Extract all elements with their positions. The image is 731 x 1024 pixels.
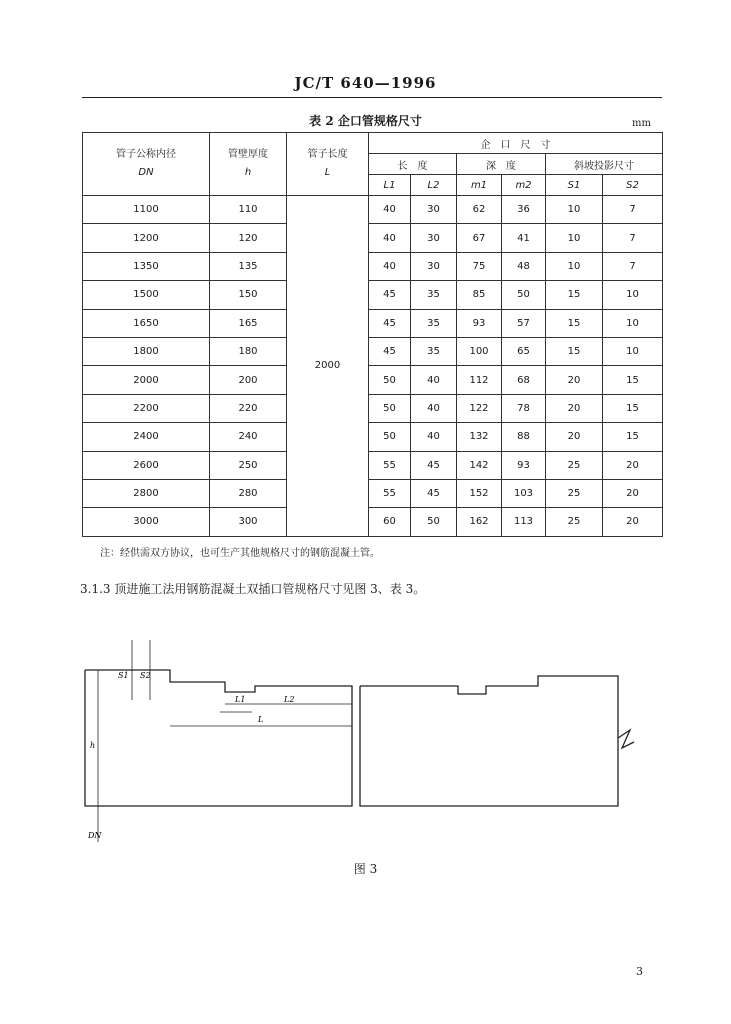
table-row	[83, 508, 663, 536]
table-cell: 35	[411, 281, 457, 309]
label-L2: L2	[284, 695, 295, 704]
table-row	[83, 309, 663, 337]
header-depth-group: 深 度	[457, 154, 546, 175]
table-row	[83, 252, 663, 280]
table-cell: 10	[546, 196, 603, 224]
table-row	[83, 224, 663, 252]
table-cell: 180	[210, 337, 287, 365]
table-cell: 50	[369, 423, 411, 451]
table-cell: 40	[411, 423, 457, 451]
table-cell: 75	[457, 252, 502, 280]
table-cell: 45	[411, 451, 457, 479]
table-cell: 45	[411, 479, 457, 507]
table-cell: 88	[502, 423, 546, 451]
table-cell: 60	[369, 508, 411, 536]
table-cell: 55	[369, 451, 411, 479]
table-cell: 10	[546, 224, 603, 252]
table-cell: 35	[411, 309, 457, 337]
table-row	[83, 451, 663, 479]
table-cell: 20	[603, 451, 663, 479]
table-cell: 162	[457, 508, 502, 536]
table-cell: 30	[411, 196, 457, 224]
table-cell: 1350	[83, 252, 210, 280]
table-cell: 45	[369, 281, 411, 309]
break-mark	[618, 730, 634, 748]
table-cell: 41	[502, 224, 546, 252]
table-cell: 35	[411, 337, 457, 365]
table-cell: 280	[210, 479, 287, 507]
table-cell: 135	[210, 252, 287, 280]
table-cell: 62	[457, 196, 502, 224]
right-pipe-outline	[360, 676, 618, 806]
table-cell: 20	[603, 479, 663, 507]
page-number: 3	[636, 965, 643, 978]
table-cell: 50	[502, 281, 546, 309]
header-length: 管子长度 L	[287, 133, 369, 196]
table-cell: 20	[603, 508, 663, 536]
header-m1: m1	[457, 175, 502, 196]
table-cell: 165	[210, 309, 287, 337]
label-s2: S2	[140, 671, 151, 680]
table-cell: 40	[369, 196, 411, 224]
table-cell: 2400	[83, 423, 210, 451]
table-row	[83, 479, 663, 507]
section-3-1-3: 3.1.3 顶进施工法用钢筋混凝土双插口管规格尺寸见图 3、表 3。	[80, 582, 426, 596]
table-cell: 2800	[83, 479, 210, 507]
table-cell: 40	[369, 252, 411, 280]
header-m2: m2	[502, 175, 546, 196]
table-caption: 表 2 企口管规格尺寸	[309, 114, 422, 128]
spec-table-body	[83, 196, 663, 537]
table-cell: 50	[411, 508, 457, 536]
figure-caption: 图 3	[353, 862, 378, 876]
table-cell: 122	[457, 394, 502, 422]
table-cell: 1800	[83, 337, 210, 365]
header-rule	[82, 97, 662, 98]
table-unit: mm	[632, 118, 651, 129]
table-cell: 2200	[83, 394, 210, 422]
table-cell: 15	[546, 337, 603, 365]
table-cell: 50	[369, 366, 411, 394]
table-cell: 100	[457, 337, 502, 365]
label-L1: L1	[235, 695, 246, 704]
header-slope-group: 斜坡投影尺寸	[546, 154, 663, 175]
table-cell: 50	[369, 394, 411, 422]
table-cell: 25	[546, 451, 603, 479]
table-cell: 103	[502, 479, 546, 507]
label-L: L	[258, 715, 264, 724]
table-cell: 142	[457, 451, 502, 479]
table-cell: 15	[603, 394, 663, 422]
table-cell: 1100	[83, 196, 210, 224]
table-cell: 1650	[83, 309, 210, 337]
spec-table	[82, 132, 663, 537]
table-cell: 25	[546, 479, 603, 507]
table-row	[83, 423, 663, 451]
table-cell: 85	[457, 281, 502, 309]
left-pipe-outline	[85, 670, 352, 806]
table-cell: 10	[603, 337, 663, 365]
table-note: 注：经供需双方协议，也可生产其他规格尺寸的钢筋混凝土管。	[100, 548, 380, 559]
table-cell: 10	[603, 309, 663, 337]
table-cell: 300	[210, 508, 287, 536]
table-cell: 7	[603, 224, 663, 252]
table-cell: 55	[369, 479, 411, 507]
table-cell: 67	[457, 224, 502, 252]
table-cell: 7	[603, 196, 663, 224]
table-cell: 36	[502, 196, 546, 224]
cell-pipe-length: 2000	[287, 196, 369, 537]
table-cell: 220	[210, 394, 287, 422]
table-cell: 1500	[83, 281, 210, 309]
header-S1: S1	[546, 175, 603, 196]
label-h: h	[90, 741, 96, 750]
label-DN: DN	[88, 831, 102, 840]
table-cell: 30	[411, 224, 457, 252]
table-cell: 15	[546, 281, 603, 309]
table-cell: 120	[210, 224, 287, 252]
table-cell: 40	[411, 394, 457, 422]
table-cell: 68	[502, 366, 546, 394]
label-s1: S1	[118, 671, 129, 680]
header-thickness: 管壁厚度 h	[210, 133, 287, 196]
table-cell: 10	[603, 281, 663, 309]
table-cell: 2000	[83, 366, 210, 394]
table-row	[83, 196, 663, 224]
table-cell: 7	[603, 252, 663, 280]
table-cell: 93	[457, 309, 502, 337]
table-cell: 40	[369, 224, 411, 252]
table-cell: 113	[502, 508, 546, 536]
table-cell: 20	[546, 423, 603, 451]
table-cell: 112	[457, 366, 502, 394]
table-cell: 65	[502, 337, 546, 365]
table-cell: 15	[546, 309, 603, 337]
table-cell: 20	[546, 394, 603, 422]
table-cell: 250	[210, 451, 287, 479]
table-cell: 45	[369, 309, 411, 337]
table-cell: 20	[546, 366, 603, 394]
table-cell: 25	[546, 508, 603, 536]
table-row	[83, 337, 663, 365]
table-cell: 48	[502, 252, 546, 280]
table-cell: 240	[210, 423, 287, 451]
table-cell: 152	[457, 479, 502, 507]
table-cell: 150	[210, 281, 287, 309]
table-cell: 40	[411, 366, 457, 394]
table-cell: 1200	[83, 224, 210, 252]
table-cell: 15	[603, 423, 663, 451]
figure-3-drawing	[70, 630, 650, 860]
table-cell: 110	[210, 196, 287, 224]
header-length-group: 长 度	[369, 154, 457, 175]
table-cell: 2600	[83, 451, 210, 479]
table-cell: 3000	[83, 508, 210, 536]
table-cell: 10	[546, 252, 603, 280]
table-cell: 57	[502, 309, 546, 337]
table-cell: 132	[457, 423, 502, 451]
table-cell: 78	[502, 394, 546, 422]
header-L1: L1	[369, 175, 411, 196]
table-row	[83, 366, 663, 394]
header-joint: 企 口 尺 寸	[369, 133, 663, 154]
table-row	[83, 394, 663, 422]
table-cell: 93	[502, 451, 546, 479]
table-cell: 15	[603, 366, 663, 394]
header-L2: L2	[411, 175, 457, 196]
header-S2: S2	[603, 175, 663, 196]
table-row	[83, 281, 663, 309]
table-cell: 200	[210, 366, 287, 394]
table-cell: 30	[411, 252, 457, 280]
header-diameter: 管子公称内径 DN	[83, 133, 210, 196]
table-cell: 45	[369, 337, 411, 365]
document-code: JC/T 640—1996	[294, 74, 437, 92]
